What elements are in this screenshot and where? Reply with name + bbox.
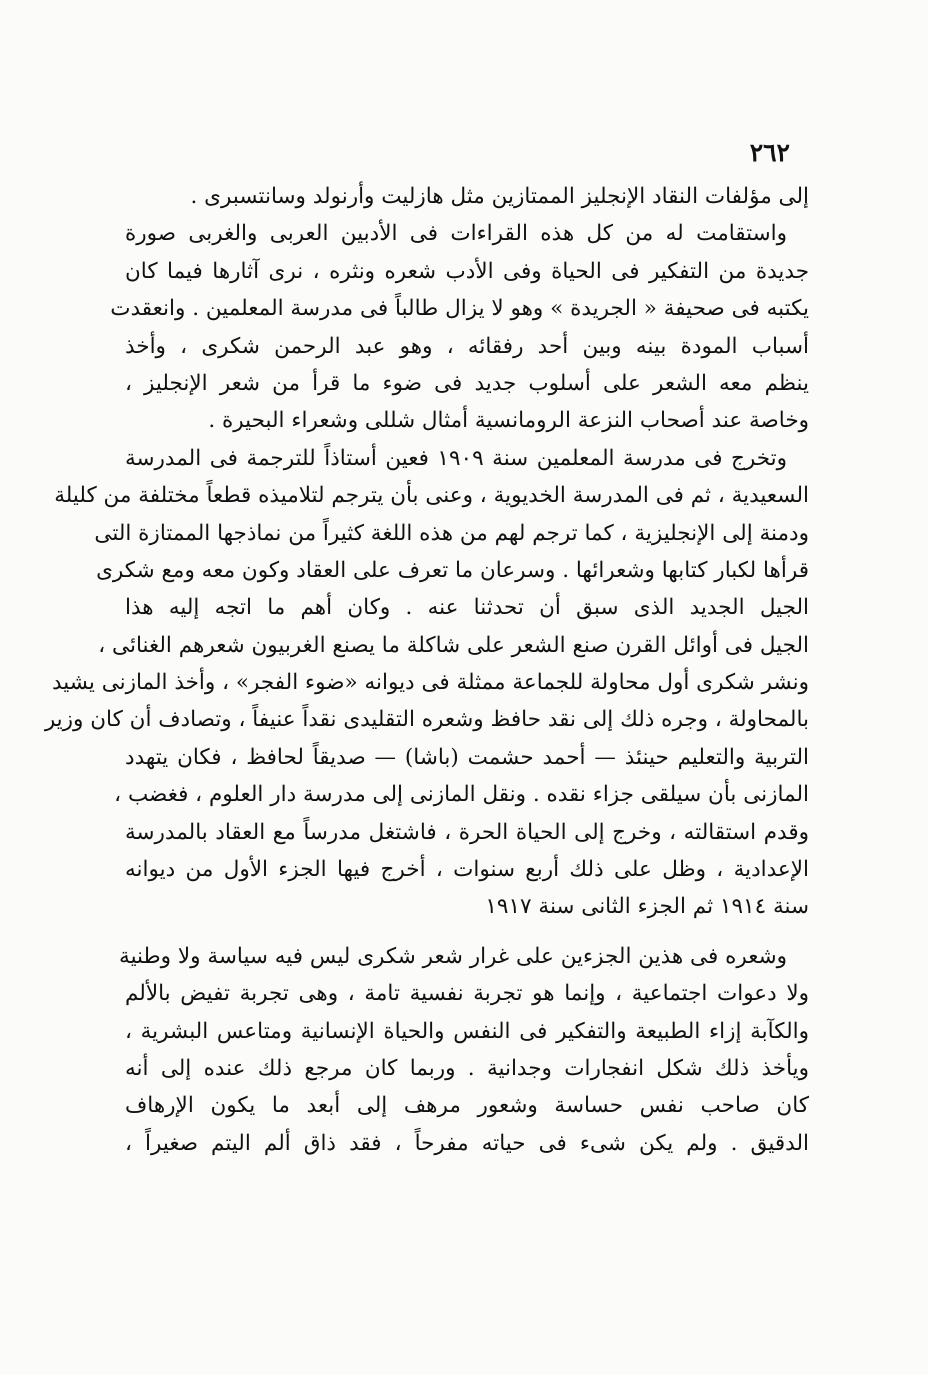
text-line: والكآبة إزاء الطبيعة والتفكير فى النفس والحياة الإنسانية ومتاعس البشرية ، [125,1018,809,1044]
text-line: واستقامت له من كل هذه القراءات فى الأدبين العربى والغربى صورة [125,221,787,247]
text-line: يكتبه فى صحيفة « الجريدة » وهو لا يزال طالباً فى مدرسة المعلمين . وانعقدت [110,296,809,322]
text-line: ولا دعوات اجتماعية ، وإنما هو تجربة نفسية تامة ، وهى تجربة تفيض بالألم [125,981,809,1007]
text-line: كان صاحب نفس حساسة وشعور مرهف إلى أبعد ما يكون الإرهاف [125,1093,809,1119]
text-line: الجيل الجديد الذى سبق أن تحدثنا عنه . وكان أهم ما اتجه إليه هذا [125,595,809,621]
text-line: ويأخذ ذلك شكل انفجارات وجدانية . وربما كان مرجع ذلك عنده إلى أنه [125,1055,809,1081]
text-line: إلى مؤلفات النقاد الإنجليز الممتازين مثل هازليت وأرنولد وسانتسبرى . [190,184,809,209]
text-line: وقدم استقالته ، وخرج إلى الحياة الحرة ، فاشتغل مدرساً مع العقاد بالمدرسة [125,819,809,845]
text-line: الدقيق . ولم يكن شىء فى حياته مفرحاً ، فقد ذاق ألم اليتم صغيراً ، [125,1130,809,1156]
text-line: ينظم معه الشعر على أسلوب جديد فى ضوء ما قرأ من شعر الإنجليز ، [125,370,809,396]
text-line: وخاصة عند أصحاب النزعة الرومانسية أمثال شللى وشعراء البحيرة . [208,408,809,434]
text-line: السعيدية ، ثم فى المدرسة الخديوية ، وعنى بأن يترجم لتلاميذه قطعاً مختلفة من كليلة [54,483,809,509]
text-line: الإعدادية ، وظل على ذلك أربع سنوات ، أخرج فيها الجزء الأول من ديوانه [125,857,809,883]
text-line: وتخرج فى مدرسة المعلمين سنة ١٩٠٩ فعين أستاذاً للترجمة فى المدرسة [125,445,787,471]
text-line: المازنى بأن سيلقى جزاء نقده . ونقل المازنى إلى مدرسة دار العلوم ، فغضب ، [114,782,809,808]
text-line: سنة ١٩١٤ ثم الجزء الثانى سنة ١٩١٧ [485,894,809,920]
text-line: وشعره فى هذين الجزءين على غرار شعر شكرى ليس فيه سياسة ولا وطنية [119,943,787,969]
text-line: بالمحاولة ، وجره ذلك إلى نقد حافظ وشعره التقليدى نقداً عنيفاً ، وتصادف أن كان وزير [44,707,809,733]
text-line: أسباب المودة بينه وبين أحد رفقائه ، وهو عبد الرحمن شكرى ، وأخذ [125,333,809,359]
body-text [44,178,809,1162]
text-line: ونشر شكرى أول محاولة للجماعة ممثلة فى ديوانه «ضوء الفجر» ، وأخذ المازنى يشيد [51,670,809,696]
text-line: ودمنة إلى الإنجليزية ، كما ترجم لهم من هذه اللغة كثيراً من نماذجها الممتازة التى [94,520,809,546]
text-line: جديدة من التفكير فى الحياة وفى الأدب شعره ونثره ، نرى آثارها فيما كان [125,258,809,284]
text-line: الجيل فى أوائل القرن صنع الشعر على شاكلة ما يصنع الغربيون شعرهم الغنائى ، [98,632,809,658]
text-line: قرأها لكبار كتابها وشعرائها . وسرعان ما تعرف على العقاد وكون معه ومع شكرى [96,557,809,583]
text-line: التربية والتعليم حينئذ — أحمد حشمت (باشا) — صديقاً لحافظ ، فكان يتهدد [125,744,809,770]
page-number: ٢٦٢ [749,138,790,167]
